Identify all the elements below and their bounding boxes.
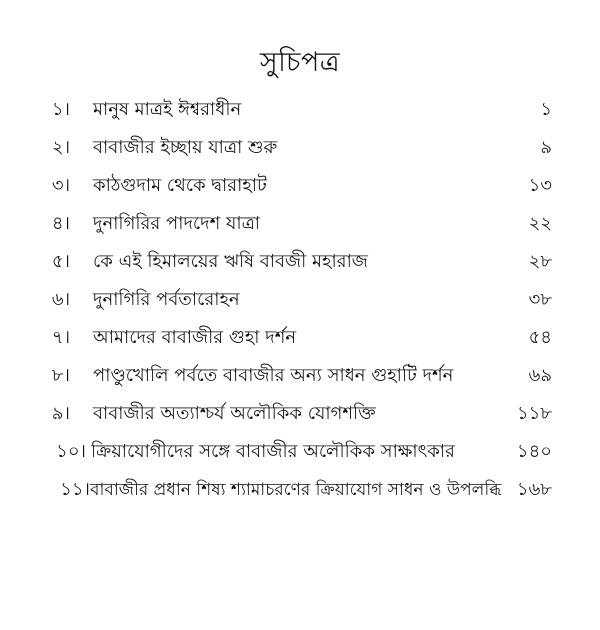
toc-entry-page: ১: [540, 99, 552, 120]
toc-entry-number: ২।: [51, 137, 70, 158]
toc-entry[interactable]: [0, 476, 600, 504]
toc-entry-number: ১।: [51, 99, 70, 120]
toc-entry-page: ২৮: [528, 251, 552, 272]
toc-entry-page: ৬৯: [528, 365, 552, 386]
toc-entry-page: ১৩: [528, 175, 552, 196]
toc-entry-title: দুনাগিরির পাদদেশ যাত্রা: [93, 213, 261, 234]
toc-entry-title: কে এই হিমালয়ের ঋষি বাবজী মহারাজ: [93, 251, 368, 272]
toc-entry-title: দুনাগিরি পর্বতারোহন: [93, 289, 240, 310]
toc-entry-number: ৪।: [51, 213, 70, 234]
toc-entry[interactable]: [0, 438, 600, 466]
toc-entry-title: বাবাজীর ইচ্ছায় যাত্রা শুরু: [93, 137, 278, 158]
toc-entry-number: ৭।: [51, 327, 70, 348]
toc-entry[interactable]: [0, 96, 600, 124]
toc-entry[interactable]: [0, 324, 600, 352]
toc-entry-page: ১১৮: [516, 403, 552, 424]
toc-entry-number: ৬।: [51, 289, 70, 310]
toc-entry-title: ক্রিয়াযোগীদের সঙ্গে বাবাজীর অলৌকিক সাক্ষাৎকার: [91, 441, 455, 462]
toc-entry-page: ৯: [540, 137, 552, 158]
toc-entry-number: ৯।: [51, 403, 70, 424]
toc-entry-title: বাবাজীর প্রধান শিষ্য শ্যামাচরণের ক্রিয়াযোগ সাধন ও উপলব্ধি: [90, 480, 502, 500]
toc-entry-title: পাণ্ডুখোলি পর্বতে বাবাজীর অন্য সাধন গুহাটি দর্শন: [93, 365, 454, 386]
toc-entry-page: ২২: [528, 213, 552, 234]
toc-entry-page: ১৬৮: [516, 479, 552, 500]
toc-entry[interactable]: [0, 134, 600, 162]
toc-entry-number: ১১।: [60, 479, 90, 500]
toc-entry-number: ৩।: [51, 175, 70, 196]
toc-entry[interactable]: [0, 248, 600, 276]
table-of-contents: [0, 96, 600, 506]
toc-entry[interactable]: [0, 172, 600, 200]
toc-entry-number: ৮।: [51, 365, 70, 386]
toc-entry-title: মানুষ মাত্রই ঈশ্বরাধীন: [93, 99, 242, 120]
toc-entry-number: ১০।: [56, 441, 86, 462]
toc-entry-title: বাবাজীর অত্যাশ্চর্য অলৌকিক যোগশক্তি: [93, 403, 376, 424]
page-title: সুচিপত্র: [259, 47, 341, 78]
toc-entry[interactable]: [0, 286, 600, 314]
toc-entry-page: ৩৮: [528, 289, 552, 310]
toc-entry-page: ৫৪: [528, 327, 552, 348]
toc-entry[interactable]: [0, 362, 600, 390]
toc-entry-number: ৫।: [51, 251, 70, 272]
toc-entry-page: ১৪০: [516, 441, 552, 462]
toc-entry-title: আমাদের বাবাজীর গুহা দর্শন: [93, 327, 297, 348]
toc-entry[interactable]: [0, 210, 600, 238]
toc-entry[interactable]: [0, 400, 600, 428]
toc-entry-title: কাঠগুদাম থেকে দ্বারাহাট: [93, 175, 267, 196]
